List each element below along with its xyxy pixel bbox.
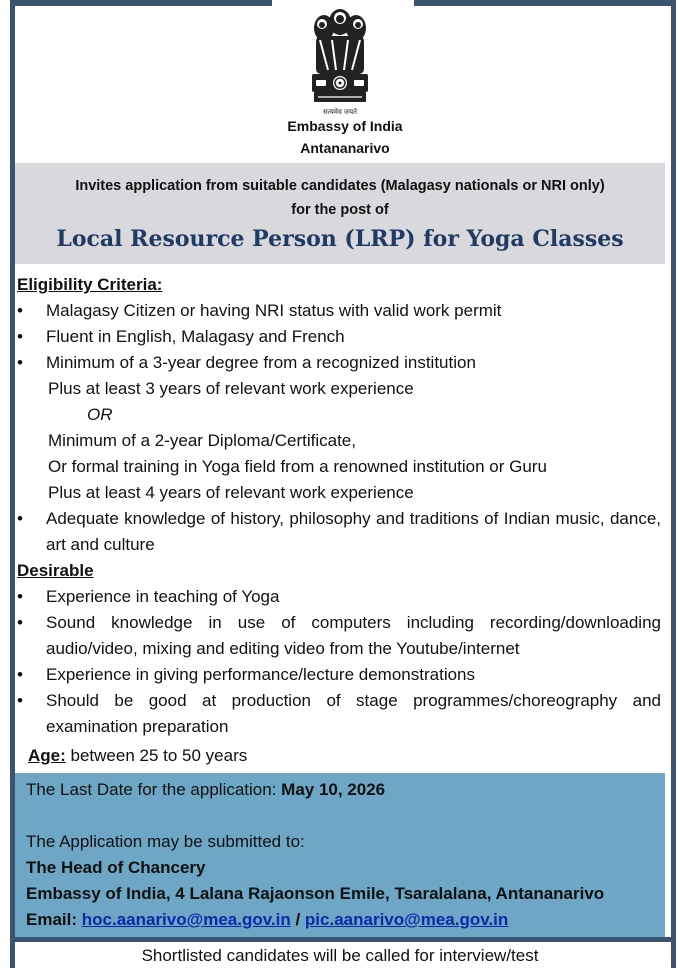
or-separator: OR [87,405,113,424]
embassy-name: Embassy of India [287,118,403,134]
bullet-icon: • [17,509,23,528]
sub-item-text: Minimum of a 2-year Diploma/Certificate, [48,431,356,450]
eligibility-heading: Eligibility Criteria: [17,275,163,294]
sub-item-text: Plus at least 3 years of relevant work experience [48,379,414,398]
address: Embassy of India, 4 Lalana Rajaonson Emile, Tsaralalana, Antananarivo [26,884,605,903]
list-item-text: Fluent in English, Malagasy and French [46,327,345,346]
requirements-section [17,272,661,769]
list-item-text: Should be good at production of stage programmes/choreography and examination preparation [46,691,661,736]
bullet-icon: • [17,587,23,606]
list-item-text: Sound knowledge in use of computers including recording/downloading audio/video, mixing and editing video from the Youtube/internet [46,613,661,658]
post-title: Local Resource Person (LRP) for Yoga Classes [56,226,624,252]
sub-item-text: Plus at least 4 years of relevant work experience [48,483,414,502]
list-item-text: Malagasy Citizen or having NRI status with valid work permit [46,301,502,320]
list-item-text: Adequate knowledge of history, philosophy and traditions of Indian music, dance, art and culture [46,509,661,554]
invite-subtext: for the post of [291,202,389,218]
last-date-value: May 10, 2026 [281,780,386,799]
list-item-text: Experience in teaching of Yoga [46,587,280,606]
submit-intro: The Application may be submitted to: [26,832,305,851]
national-emblem-icon [304,4,376,112]
bullet-icon: • [17,691,23,710]
spacer [26,803,604,829]
list-item [17,688,661,740]
last-date-label: The Last Date for the application: [26,780,282,799]
list-item [17,350,661,376]
email-link-hoc[interactable]: hoc.aanarivo@mea.gov.in [81,910,291,929]
email-line [26,907,604,933]
list-item-text: Minimum of a 3-year degree from a recognized institution [46,353,476,372]
invite-text: Invites application from suitable candidates (Malagasy nationals or NRI only) [75,178,605,194]
application-band [15,773,665,937]
invite-band [15,163,665,264]
recipient: The Head of Chancery [26,858,206,877]
last-date-line [26,777,604,803]
bullet-icon: • [17,613,23,632]
embassy-city: Antananarivo [300,140,390,156]
bullet-icon: • [17,665,23,684]
age-requirement [17,743,661,769]
sub-item-text: Or formal training in Yoga field from a renowned institution or Guru [48,457,547,476]
emblem-motto: सत्यमेव जयते [322,109,358,116]
list-item [17,610,661,662]
list-item [17,506,661,558]
bullet-icon: • [17,353,23,372]
bullet-icon: • [17,301,23,320]
desirable-heading: Desirable [17,561,94,580]
age-label: Age: [28,746,66,765]
email-label: Email: [26,910,82,929]
list-item [17,662,661,688]
list-item [17,298,661,324]
list-item [17,584,661,610]
frame-border-bottom [10,937,676,942]
email-separator: / [290,910,305,929]
footer-note: Shortlisted candidates will be called for interview/test [141,946,539,965]
frame-border-top-left [10,0,272,6]
list-item-text: Experience in giving performance/lecture demonstrations [46,665,476,684]
email-link-pic[interactable]: pic.aanarivo@mea.gov.in [304,910,509,929]
frame-border-top-right [414,0,676,6]
bullet-icon: • [17,327,23,346]
list-item [17,324,661,350]
age-value: between 25 to 50 years [65,746,248,765]
